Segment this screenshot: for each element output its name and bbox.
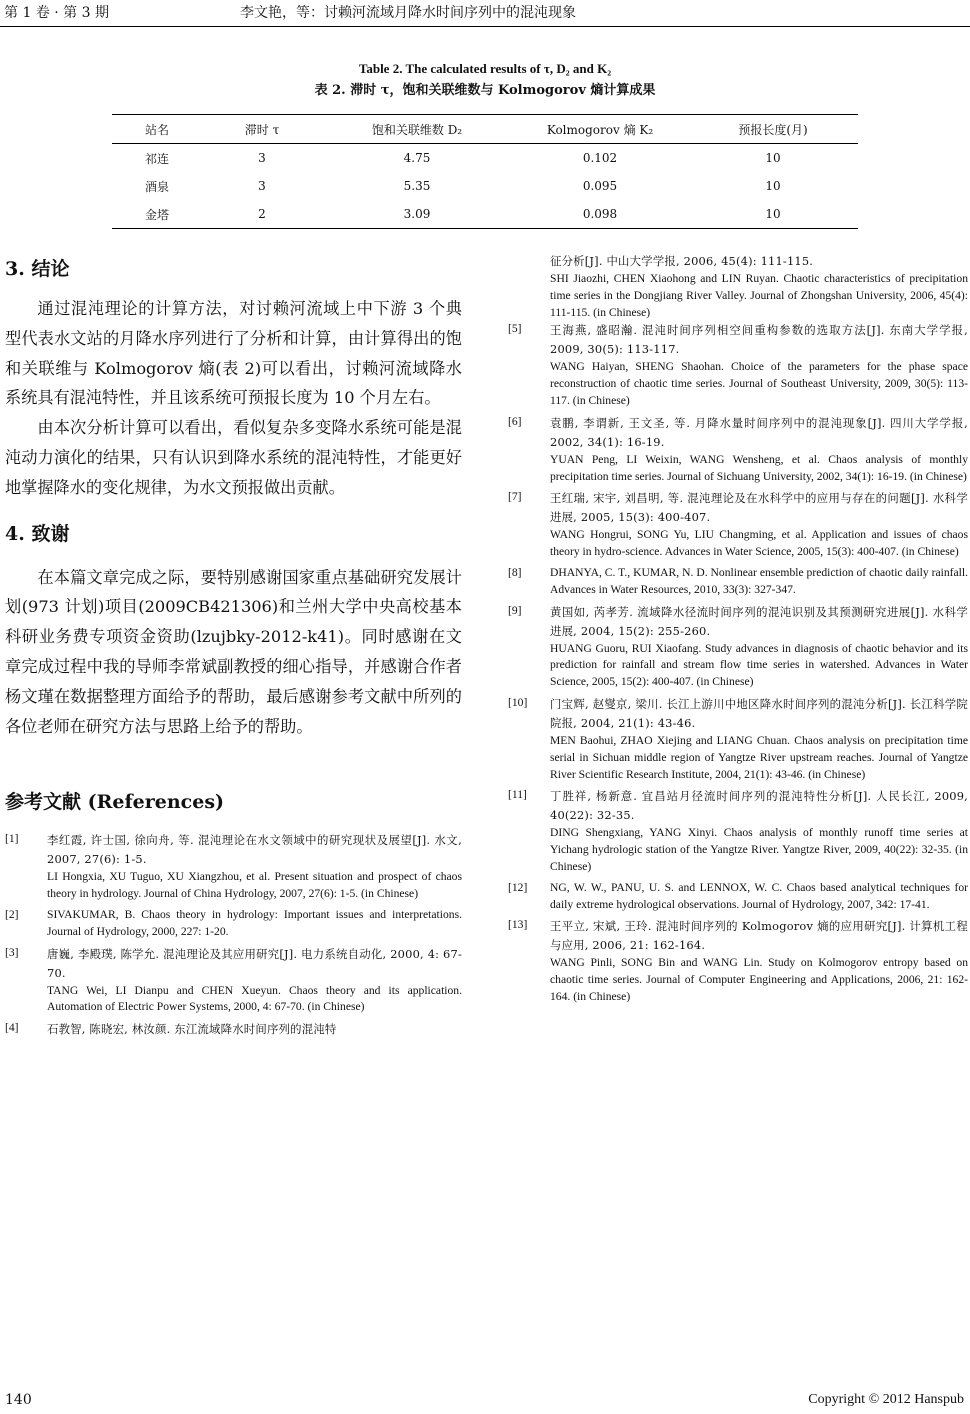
reference-continuation [508,252,968,321]
reference-text-zh: 王平立, 宋斌, 王玲. 混沌时间序列的 Kolmogorov 熵的应用研究[J]. 计算机工程与应用, 2006, 21: 162-164. [550,919,968,953]
reference-item [508,565,968,599]
table-header-cell: 预报长度(月) [738,122,808,137]
reference-text-en: WANG Hongrui, SONG Yu, LIU Changming, et al. Application and issues of chaos theory in hydro-science. Advances in Water Science, 2005, 15(3): 400-407. (in Chinese) [550,528,968,559]
reference-text-en: DHANYA, C. T., KUMAR, N. D. Nonlinear ensemble prediction of chaotic daily rainfall. Advances in Water Resources, 2010, 33(3): 327-347. [550,565,968,596]
reference-number: [8] [508,565,522,579]
reference-text-zh: 李红霞, 许士国, 徐向舟, 等. 混沌理论在水文领域中的研究现状及展望[J]. 水文, 2007, 27(6): 1-5. [47,833,462,867]
results-table [112,114,858,229]
reference-item [5,907,462,941]
reference-item [5,945,462,1017]
reference-number: [10] [508,695,528,709]
reference-item [508,414,968,486]
conclusion-paragraph-1: 通过混沌理论的计算方法，对讨赖河流域上中下游 3 个典型代表水文站的月降水序列进行了分析和计算，由计算得出的饱和关联维与 Kolmogorov 熵(表 2)可以看出，讨赖河流域降水系统具有混沌特性，并且该系统可预报长度为 10 个月左右。 [5,299,462,408]
table-row [112,200,858,229]
table-cell: 金塔 [144,207,169,222]
reference-number: [4] [5,1021,19,1035]
reference-list-right [508,321,968,1005]
table-cell: 0.098 [582,207,618,221]
table-cell: 5.35 [403,179,431,193]
table-cell: 4.75 [403,151,431,165]
reference-text-en: HUANG Guoru, RUI Xiaofang. Study advances in diagnosis of chaotic behavior and its prediction for rainfall and stream flow time series in watershed. Advances in Water Science, 2005, 15(2): 400-407. (in Chinese) [550,641,968,689]
table-header-cell: 饱和关联维数 D₂ [371,122,463,137]
references-heading: 参考文献 (References) [5,791,225,814]
reference-number: [9] [508,603,522,617]
table-row [112,172,858,200]
page-number: 140 [5,1392,32,1408]
conclusion-heading: 3. 结论 [5,258,70,280]
left-column [5,252,462,1043]
reference-text-zh: 丁胜祥, 杨新意. 宜昌站月径流时间序列的混沌特性分析[J]. 人民长江, 2009, 40(22): 32-35. [550,789,968,823]
reference-text-en: LI Hongxia, XU Tuguo, XU Xiangzhou, et al. Present situation and prospect of chaos theory in hydrology. Journal of China Hydrology, 2007, 27(6): 1-5. (in Chinese) [47,870,462,901]
table-cell: 0.095 [582,179,618,193]
reference-number: [6] [508,414,522,428]
running-title: 李文艳，等：讨赖河流域月降水时间序列中的混沌现象 [240,5,576,21]
reference-number: [5] [508,322,522,336]
reference-item [508,321,968,409]
reference-item [5,831,462,903]
reference-text-en: SIVAKUMAR, B. Chaos theory in hydrology: Important issues and interpretations. Journal of Hydrology, 2000, 227: 1-20. [47,907,462,938]
reference-number: [2] [5,907,19,921]
table-caption-zh: 表 2. 滞时 τ，饱和关联维数与 Kolmogorov 熵计算成果 [314,83,656,98]
copyright-notice: Copyright © 2012 Hanspub [808,1392,964,1407]
reference-continuation-zh: 征分析[J]. 中山大学学报, 2006, 45(4): 111-115. [550,254,814,268]
reference-text-zh: 袁鹏, 李谓新, 王文圣, 等. 月降水量时间序列中的混沌现象[J]. 四川大学学报, 2002, 34(1): 16-19. [550,415,968,449]
reference-number: [11] [508,788,527,802]
reference-number: [7] [508,490,522,504]
table-cell: 2 [258,207,266,221]
reference-text-zh: 黄国如, 芮孝芳. 流域降水径流时间序列的混沌识别及其预测研究进展[J]. 水科学进展, 2004, 15(2): 255-260. [550,604,968,638]
reference-number: [1] [5,832,19,846]
reference-continuation-en: SHI Jiaozhi, CHEN Xiaohong and LIN Ruyan. Chaotic characteristics of precipitation time series in the Dongjiang River Valley. Journal of Zhongshan University, 2006, 45(4): 111-115. (in Chinese) [550,272,968,319]
reference-text-en: TANG Wei, LI Dianpu and CHEN Xueyun. Chaos theory and its application. Automation of Electric Power Systems, 2000, 4: 67-70. (in Chinese) [47,983,462,1014]
reference-text-zh: 唐巍, 李殿璞, 陈学允. 混沌理论及其应用研究[J]. 电力系统自动化, 2000, 4: 67-70. [47,946,462,980]
table-header-row [112,115,858,144]
reference-text-en: NG, W. W., PANU, U. S. and LENNOX, W. C. Chaos based analytical techniques for daily extreme hydrological observations. Journal of Hydrology, 2007, 342: 17-41. [550,880,968,911]
table-cell: 酒泉 [144,179,169,194]
reference-text-en: WANG Haiyan, SHENG Shaohan. Choice of the parameters for the phase space reconstruction of chaotic time series. Journal of Southeast University, 2009, 30(5): 113-117. (in Chinese) [550,360,968,407]
reference-number: [12] [508,880,528,894]
reference-number: [3] [5,945,19,959]
reference-text-en: WANG Pinli, SONG Bin and WANG Lin. Study on Kolmogorov entropy based on chaotic time series. Journal of Computer Engineering and Applications, 2006, 21: 162-164. (in Chinese) [550,956,968,1003]
table-cell: 0.102 [582,151,618,165]
reference-text-zh: 王红瑞, 宋宇, 刘昌明, 等. 混沌理论及在水科学中的应用与存在的问题[J]. 水科学进展, 2005, 15(3): 400-407. [550,491,968,525]
reference-item [5,1020,462,1039]
table-cell: 3 [258,179,266,193]
reference-item [508,695,968,783]
right-column [508,252,968,1010]
reference-text-zh: 石教智, 陈晓宏, 林汝颜. 东江流域降水时间序列的混沌特 [47,1022,337,1037]
table-header-cell: 滞时 τ [244,122,280,137]
reference-item [508,787,968,875]
acknowledgement-heading: 4. 致谢 [5,522,70,545]
table-header-cell: Kolmogorov 熵 K₂ [546,122,654,137]
table-caption-en: Table 2. The calculated results of τ, D₂ and K₂ [358,61,612,76]
reference-text-zh: 王海燕, 盛昭瀚. 混沌时间序列相空间重构参数的选取方法[J]. 东南大学学报, 2009, 30(5): 113-117. [550,323,968,357]
reference-item [508,603,968,691]
acknowledgement-paragraph: 在本篇文章完成之际，要特别感谢国家重点基础研究发展计划(973 计划)项目(2009CB421306)和兰州大学中央高校基本科研业务费专项资金资助(lzujbky-2012-k41)。同时感谢在文章完成过程中我的导师李常斌副教授的细心指导，并感谢合作者杨文瑾在数据整理方面给予的帮助，最后感谢参考文献中所列的各位老师在研究方法与思路上给予的帮助。 [5,567,462,736]
table-cell: 10 [765,179,781,193]
table-cell: 3 [258,151,266,165]
table-cell: 10 [765,151,781,165]
table-row [112,144,858,173]
journal-issue: 第 1 卷 · 第 3 期 [4,5,109,21]
reference-number: [13] [508,918,528,932]
running-header [0,0,970,27]
table-cell: 10 [765,207,781,221]
reference-text-zh: 门宝辉, 赵燮京, 梁川. 长江上游川中地区降水时间序列的混沌分析[J]. 长江科学院院报, 2004, 21(1): 43-46. [550,696,968,730]
reference-item [508,489,968,561]
reference-text-en: MEN Baohui, ZHAO Xiejing and LIANG Chuan. Chaos analysis on precipitation time serial in Sichuan middle region of Yangtze River upstream reaches. Journal of Yangtze River Scientific Research Institute, 2004, 21(1): 43-46. (in Chinese) [550,733,968,781]
table-cell: 祁连 [144,151,169,166]
reference-item [508,917,968,1005]
table-cell: 3.09 [403,207,431,221]
table-header-cell: 站名 [144,122,169,137]
reference-text-en: DING Shengxiang, YANG Xinyi. Chaos analysis of monthly runoff time series at Yichang hydrologic station of the Yangtze River. Yangtze River, 2009, 40(22): 32-35. (in Chinese) [550,826,968,873]
conclusion-paragraph-2: 由本次分析计算可以看出，看似复杂多变降水系统可能是混沌动力演化的结果，只有认识到降水系统的混沌特性，才能更好地掌握降水的变化规律，为水文预报做出贡献。 [5,418,462,497]
reference-list-left [5,831,462,1039]
reference-item [508,880,968,914]
reference-text-en: YUAN Peng, LI Weixin, WANG Wensheng, et al. Chaos analysis of monthly precipitation time series. Journal of Sichuang University, 2002, 34(1): 16-19. (in Chinese) [550,452,968,483]
